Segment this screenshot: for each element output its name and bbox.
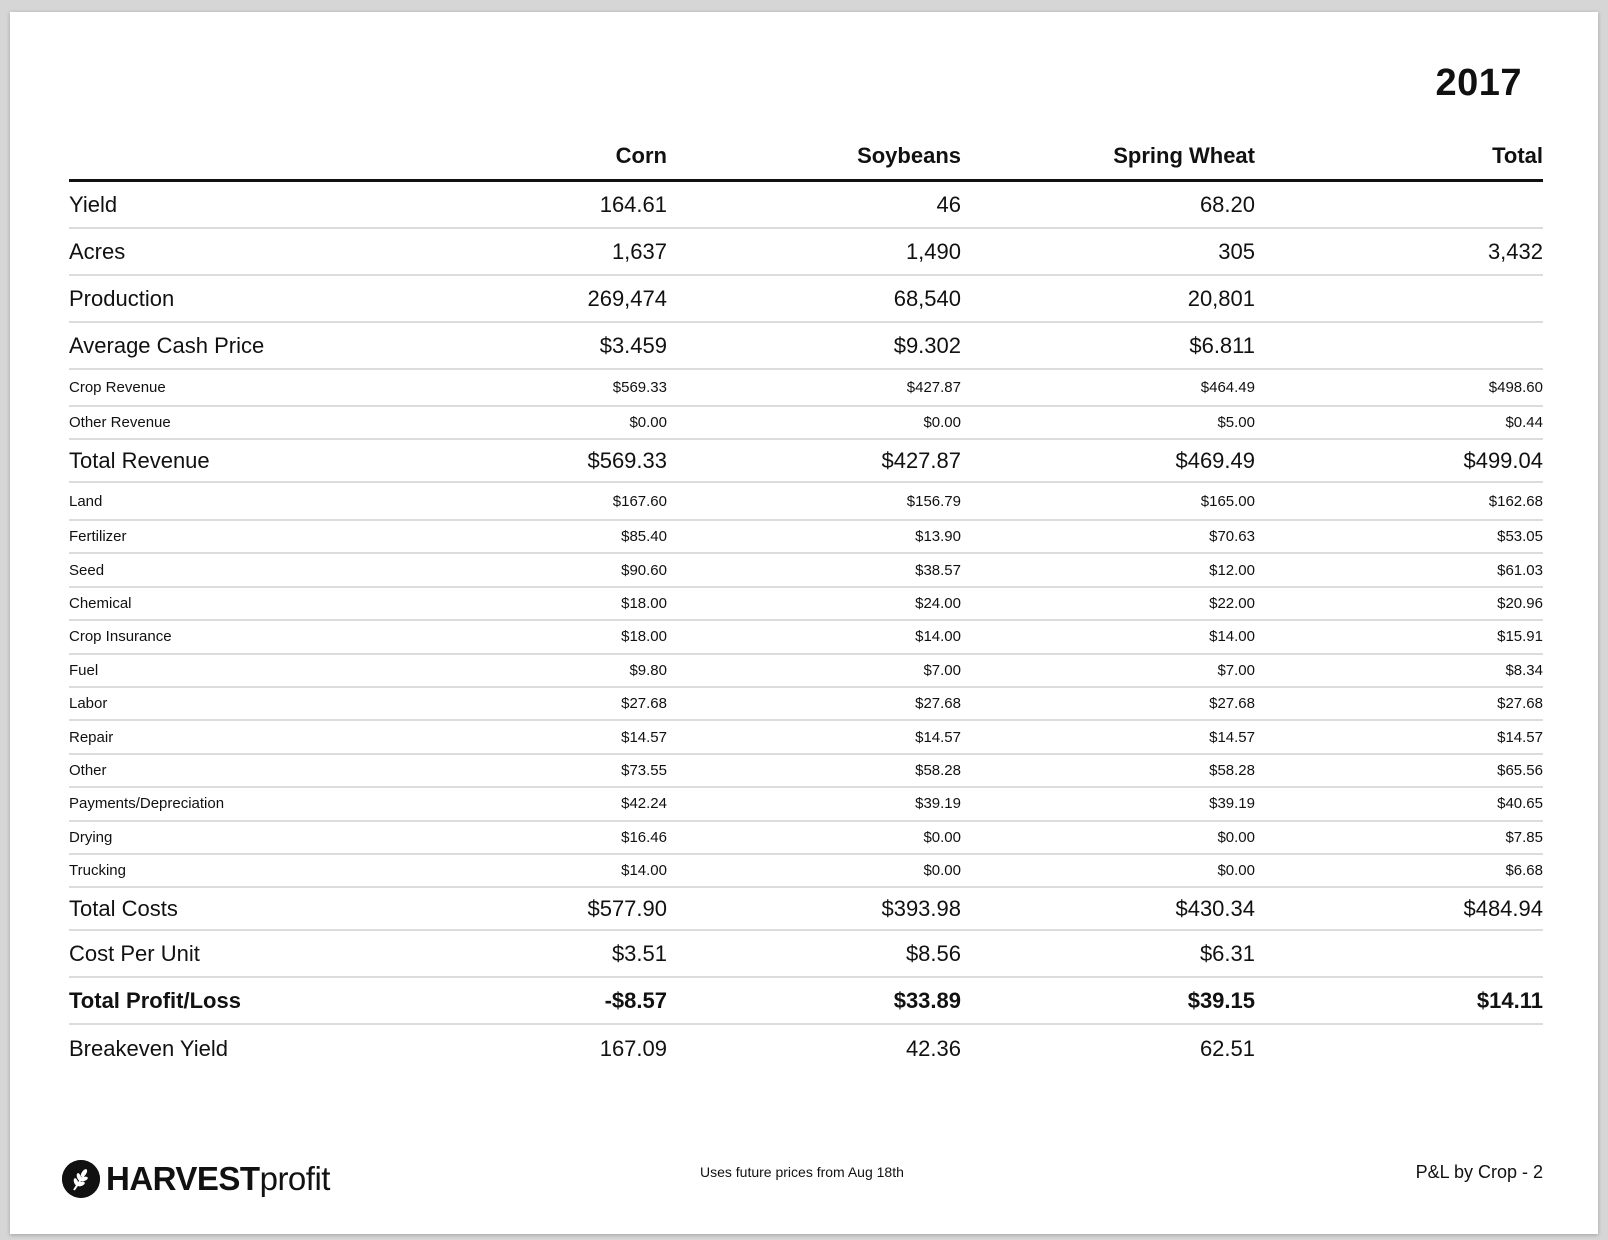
col-header-soybeans: Soybeans: [857, 143, 961, 168]
cell-corn: $9.80: [629, 661, 667, 679]
cell-corn: $90.60: [621, 561, 667, 579]
col-header-spring-wheat: Spring Wheat: [1113, 143, 1255, 168]
logo-light-text: profit: [259, 1160, 330, 1197]
table-row: [69, 1025, 1543, 1072]
cell-corn: 167.09: [599, 1035, 667, 1061]
cell-corn: -$8.57: [604, 987, 667, 1013]
cell-total: $53.05: [1497, 528, 1543, 546]
cell-corn: $14.57: [621, 728, 667, 746]
table-row: [69, 621, 1543, 654]
row-label: Crop Revenue: [69, 379, 166, 396]
cell-corn: $0.00: [629, 414, 667, 431]
pl-table: [69, 130, 1543, 1072]
cell-corn: $167.60: [612, 492, 667, 510]
row-label: Crop Insurance: [69, 628, 172, 646]
report-page: [10, 12, 1598, 1234]
cell-spring-wheat: 20,801: [1187, 285, 1255, 311]
cell-corn: $73.55: [621, 761, 667, 779]
table-row: [69, 688, 1543, 721]
table-row: [69, 721, 1543, 754]
cell-corn: $569.33: [587, 447, 667, 473]
cell-soybeans: $24.00: [915, 594, 961, 612]
row-label: Other: [69, 761, 107, 779]
cell-spring-wheat: $6.811: [1189, 332, 1255, 358]
cell-soybeans: $0.00: [923, 414, 961, 431]
cell-soybeans: $8.56: [905, 940, 961, 966]
table-row: [69, 931, 1543, 978]
row-label: Repair: [69, 728, 114, 746]
cell-spring-wheat: $14.00: [1209, 628, 1255, 646]
cell-spring-wheat: 68.20: [1199, 191, 1255, 217]
cell-spring-wheat: $14.57: [1209, 728, 1255, 746]
cell-spring-wheat: $58.28: [1209, 761, 1255, 779]
table-row: [69, 755, 1543, 788]
cell-corn: $577.90: [587, 895, 667, 921]
cell-total: $499.04: [1463, 447, 1543, 473]
row-label: Fertilizer: [69, 528, 127, 546]
row-label: Fuel: [69, 661, 99, 679]
cell-corn: 1,637: [611, 238, 667, 264]
cell-corn: 164.61: [599, 191, 667, 217]
wheat-logo-icon: [62, 1160, 100, 1198]
cell-total: $7.85: [1505, 828, 1543, 846]
cell-total: $484.94: [1463, 895, 1543, 921]
cell-soybeans: $33.89: [893, 987, 961, 1013]
cell-spring-wheat: $5.00: [1217, 414, 1255, 431]
cell-soybeans: $27.68: [915, 695, 961, 713]
cell-soybeans: $427.87: [906, 379, 961, 396]
table-row: [69, 276, 1543, 323]
table-row: [69, 521, 1543, 554]
cell-spring-wheat: $39.15: [1187, 987, 1255, 1013]
row-label: Land: [69, 492, 103, 510]
cell-spring-wheat: $0.00: [1217, 862, 1255, 880]
cell-corn: $569.33: [612, 379, 667, 396]
row-label: Chemical: [69, 594, 132, 612]
table-row: [69, 855, 1543, 888]
cell-corn: $14.00: [621, 862, 667, 880]
logo-wordmark: [106, 1160, 330, 1198]
table-row: [69, 370, 1543, 407]
row-label: Total Profit/Loss: [69, 987, 241, 1013]
table-row: [69, 888, 1543, 931]
cell-soybeans: $13.90: [915, 528, 961, 546]
cell-soybeans: $14.57: [915, 728, 961, 746]
cell-spring-wheat: 305: [1218, 238, 1255, 264]
row-label: Drying: [69, 828, 113, 846]
cell-total: 3,432: [1487, 238, 1543, 264]
cell-soybeans: 1,490: [905, 238, 961, 264]
cell-soybeans: $156.79: [906, 492, 961, 510]
cell-total: $0.44: [1505, 414, 1543, 431]
cell-total: $40.65: [1497, 795, 1543, 813]
row-label: Yield: [69, 191, 118, 217]
table-row: [69, 229, 1543, 276]
cell-corn: $16.46: [621, 828, 667, 846]
cell-total: $65.56: [1497, 761, 1543, 779]
cell-soybeans: $7.00: [923, 661, 961, 679]
col-header-corn: Corn: [615, 143, 667, 168]
row-label: Labor: [69, 695, 108, 713]
cell-total: $162.68: [1488, 492, 1543, 510]
cell-spring-wheat: $6.31: [1199, 940, 1255, 966]
cell-corn: $18.00: [621, 594, 667, 612]
row-label: Acres: [69, 238, 126, 264]
table-row: [69, 483, 1543, 521]
table-row: [69, 788, 1543, 821]
row-label: Seed: [69, 561, 105, 579]
cell-spring-wheat: $430.34: [1175, 895, 1255, 921]
cell-soybeans: $58.28: [915, 761, 961, 779]
cell-soybeans: $393.98: [881, 895, 961, 921]
table-row: [69, 323, 1543, 370]
row-label: Production: [69, 285, 175, 311]
table-row: [69, 978, 1543, 1025]
cell-total: $61.03: [1497, 561, 1543, 579]
cell-total: $15.91: [1497, 628, 1543, 646]
row-label: Average Cash Price: [69, 332, 265, 358]
cell-spring-wheat: $464.49: [1200, 379, 1255, 396]
cell-spring-wheat: $12.00: [1209, 561, 1255, 579]
cell-spring-wheat: $165.00: [1200, 492, 1255, 510]
cell-spring-wheat: $27.68: [1209, 695, 1255, 713]
cell-soybeans: 46: [936, 191, 961, 217]
cell-total: $8.34: [1505, 661, 1543, 679]
cell-soybeans: $38.57: [915, 561, 961, 579]
cell-total: $20.96: [1497, 594, 1543, 612]
cell-spring-wheat: $0.00: [1217, 828, 1255, 846]
cell-total: $27.68: [1497, 695, 1543, 713]
row-label: Trucking: [69, 862, 126, 880]
row-label: Payments/Depreciation: [69, 795, 225, 813]
row-label: Total Revenue: [69, 447, 210, 473]
cell-spring-wheat: 62.51: [1199, 1035, 1255, 1061]
cell-spring-wheat: $7.00: [1217, 661, 1255, 679]
cell-corn: $3.459: [599, 332, 667, 358]
row-label: Other Revenue: [69, 414, 171, 431]
price-footnote: Uses future prices from Aug 18th: [700, 1164, 904, 1180]
cell-total: $498.60: [1488, 379, 1543, 396]
cell-spring-wheat: $39.19: [1209, 795, 1255, 813]
table-row: [69, 655, 1543, 688]
cell-soybeans: $0.00: [923, 862, 961, 880]
cell-soybeans: $14.00: [915, 628, 961, 646]
row-label: Breakeven Yield: [69, 1035, 228, 1061]
table-row: [69, 440, 1543, 483]
cell-total: $14.57: [1497, 728, 1543, 746]
cell-corn: $42.24: [621, 795, 667, 813]
cell-spring-wheat: $469.49: [1175, 447, 1255, 473]
cell-corn: $18.00: [621, 628, 667, 646]
cell-spring-wheat: $22.00: [1209, 594, 1255, 612]
col-header-total: Total: [1492, 143, 1543, 168]
cell-corn: $3.51: [611, 940, 667, 966]
cell-total: $6.68: [1505, 862, 1543, 880]
cell-soybeans: $0.00: [923, 828, 961, 846]
cell-corn: 269,474: [587, 285, 667, 311]
cell-total: $14.11: [1476, 987, 1543, 1013]
page-label: P&L by Crop - 2: [1415, 1162, 1543, 1182]
row-label: Total Costs: [69, 895, 178, 921]
harvestprofit-logo: [62, 1160, 330, 1198]
table-row: [69, 588, 1543, 621]
report-year: 2017: [1435, 62, 1522, 104]
table-row: [69, 407, 1543, 440]
cell-soybeans: $39.19: [915, 795, 961, 813]
cell-corn: $27.68: [621, 695, 667, 713]
cell-soybeans: $427.87: [881, 447, 961, 473]
cell-corn: $85.40: [621, 528, 667, 546]
table-row: [69, 554, 1543, 587]
cell-soybeans: 68,540: [893, 285, 961, 311]
row-label: Cost Per Unit: [69, 940, 200, 966]
logo-bold-text: HARVEST: [106, 1160, 260, 1197]
table-row: [69, 182, 1543, 229]
cell-spring-wheat: $70.63: [1209, 528, 1255, 546]
cell-soybeans: 42.36: [905, 1035, 961, 1061]
table-header: [69, 130, 1543, 182]
cell-soybeans: $9.302: [893, 332, 961, 358]
table-row: [69, 822, 1543, 855]
